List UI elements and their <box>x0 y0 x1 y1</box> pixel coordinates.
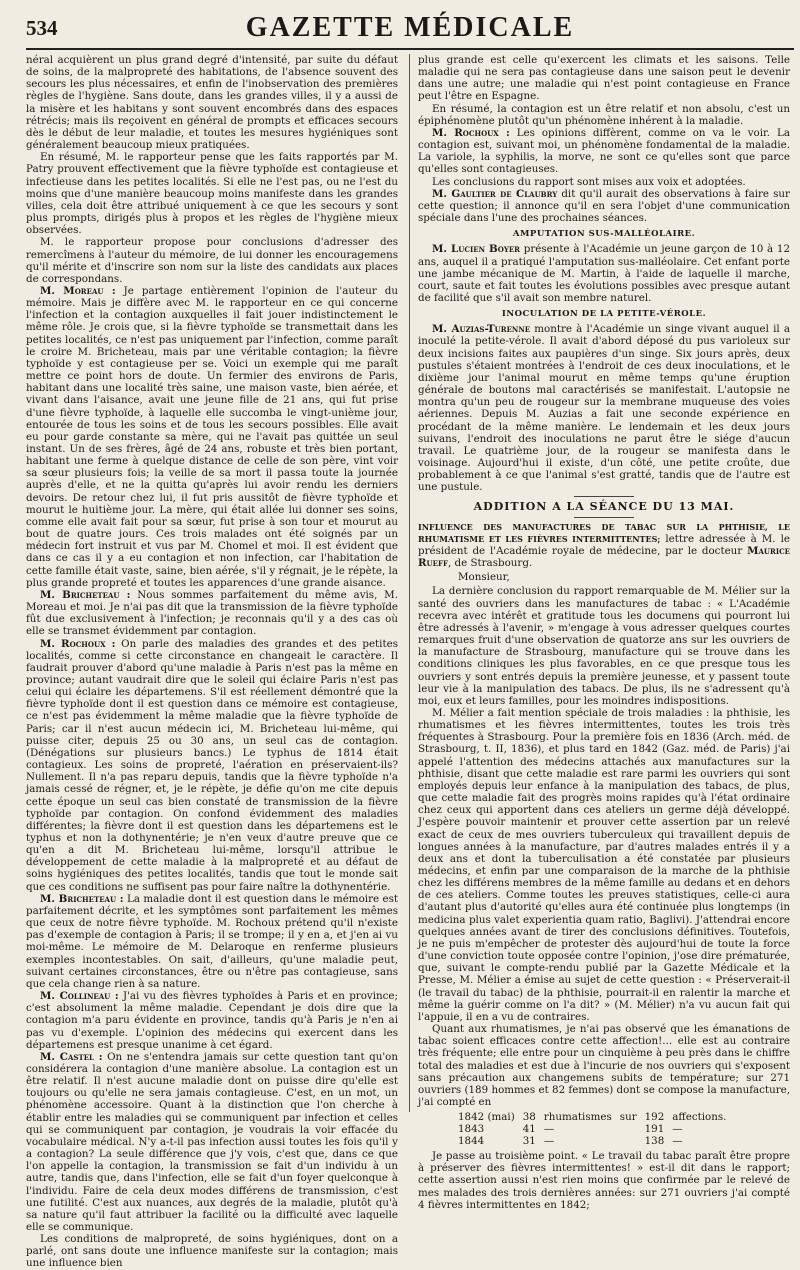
salutation: Monsieur, <box>458 571 510 584</box>
cell-disease: — <box>543 1123 555 1136</box>
cell-year: 1843 <box>458 1123 485 1136</box>
speech-auzias <box>418 323 790 493</box>
speech-collineau <box>26 990 398 1051</box>
paragraph: M. le rapporteur propose pour conclusions d'adresser des remercîmens à l'auteur du mémoire, de lui donner les encouragemens qu'il mérite et d'inscrire son nom sur la liste des candidats aux places de correspondans. <box>26 236 398 285</box>
cell-sur <box>620 1123 645 1135</box>
table-row <box>458 1111 734 1123</box>
header-rule <box>26 48 794 50</box>
cell-unit: — <box>672 1135 683 1148</box>
cell-unit: — <box>672 1123 683 1136</box>
speech-gaultier <box>418 188 790 224</box>
cell-total: 192 <box>644 1111 665 1124</box>
author-city: , de Strasbourg. <box>447 557 533 570</box>
speech-text: La maladie dont il est question dans le mémoire est parfaitement décrite, et les symptômes sont parfaitement les mêmes que ceux de notre fièvre typhoïde. M. Rochoux prétend qu'il n'existe pas d'exemple de contagion à Paris; il se trompe; il y en a, et j'en ai vu moi-même. Le mémoire de M. Delaroque en renferme plusieurs exemples incontestables. On sait, d'ailleurs, qu'une maladie peut, suivant certaines circonstances, être ou n'être pas contagieuse, sans que cela change rien à sa nature. <box>26 892 398 990</box>
table-row <box>458 1123 734 1135</box>
speech-rochoux-2 <box>418 127 790 176</box>
author-name: Maurice Rueff <box>418 544 790 570</box>
table-row <box>458 1135 734 1147</box>
paragraph: Quant aux rhumatismes, je n'ai pas observé que les émanations de tabac soient efficaces contre cette affection!... elle est au contraire très fréquente; elle entre pour un cinquième à peu près dans le chiffre total des maladies et est due à l'incurie de nos ouvriers qui s'exposent sans précaution aux changemens subits de température; sur 271 ouvriers (189 hommes et 82 femmes) dont se compose la manufacture, j'ai compté en <box>418 1023 790 1108</box>
cell-count: 31 <box>522 1135 536 1148</box>
speech-moreau <box>26 285 398 589</box>
speech-text: Nous sommes parfaitement du même avis, M. Moreau et moi. Je n'ai pas dit que la transmission de la fièvre typhoïde fût due exclusivement à l'infection; je reconnais qu'il y a des cas où elle se transmet évidemment par contagion. <box>26 588 398 638</box>
cell-total: 138 <box>644 1135 665 1148</box>
rheumatism-stats-table <box>458 1111 734 1147</box>
speaker-name: M. Bricheteau : <box>40 892 124 905</box>
speaker-name: M. Moreau : <box>40 284 116 297</box>
left-column <box>26 54 398 1270</box>
speech-text: J'ai vu des fièvres typhoïdes à Paris et en province; c'est absolument la même maladie. Cependant je dois dire que la contagion m'a paru évidente en province, tandis qu'à Paris je n'en ai pas vu d'exemple. L'opinion des médecins qui exercent dans les départemens est presque unanime à cet égard. <box>26 990 398 1051</box>
paragraph: La dernière conclusion du rapport remarquable de M. Mélier sur la santé des ouvriers dans les manufactures de tabac : « L'Académie recevra avec intérêt et gratitude tous les documens qui pourront lui être adressés à l'avenir, » m'engage à vous adresser quelques courtes remarques fruit d'une observation de quatorze ans sur les ouvriers de la manufacture de Strasbourg, manufacture qui se trouve dans les conditions cliniques les plus favorables, en ce que presque tous les ouvriers y sont entrés depuis la première jeunesse, et y passent toute leur vie à la manipulation des tabacs. De plus, ils ne s'adressent qu'à moi, eux et leurs familles, pour les moindres indispositions. <box>418 585 790 707</box>
column-divider <box>409 54 410 1112</box>
page-header <box>26 10 794 44</box>
speaker-name: M. Castel : <box>40 1050 103 1063</box>
speech-bricheteau <box>26 589 398 638</box>
speech-text: Les opinions diffèrent, comme on va le voir. La contagion est, suivant moi, un phénomène fondamental de la maladie. La variole, la syphilis, la morve, ne sont ce qu'elles sont que parce qu'elles sont contagieuses. <box>418 126 790 176</box>
masthead-title: GAZETTE MÉDICALE <box>245 12 575 43</box>
speech-text: dit qu'il aurait des observations à faire sur cette question; il annonce qu'il en sera l'objet d'une communication spéciale dans l'une des prochaines séances. <box>418 187 790 225</box>
speech-text: montre à l'Académie un singe vivant auquel il a inoculé la petite-vérole. Il avait d'abord déposé du pus varioleux sur deux incisions faites aux paupières d'un singe. Six jours après, deux pustules s'étaient montrées à l'endroit de ces deux inoculations, et le dixième jour l'animal mourut en même temps qu'une éruption générale de boutons mal caractérisés se manifestait. L'autopsie ne montra qu'un peu de rougeur sur la membrane muqueuse des voies aériennes. Depuis M. Auzias a fait une seconde expérience en procédant de la même manière. Le lendemain et les deux jours suivans, l'endroit des inoculations ne parut être le siége d'aucun travail. Le quatrième jour, de la rougeur se manifesta dans le voisinage. Aujourd'hui il existe, d'un côté, une petite croûte, due probablement à ce que l'animal s'est gratté, tandis que de l'autre est une pustule. <box>418 323 790 494</box>
paragraph: Je passe au troisième point. « Le travail du tabac paraît être propre à préserver des fièvres intermittentes! » est-il dit dans le rapport; cette assertion aussi n'est rien moins que confirmée par le relevé de mes malades des trois dernières années: sur 271 ouvriers j'ai compté 4 fièvres intermittentes en 1842; <box>418 1150 790 1211</box>
speech-bricheteau-2 <box>26 893 398 990</box>
cell-year: 1844 <box>458 1135 485 1148</box>
speech-castel <box>26 1051 398 1233</box>
cell-unit: affections. <box>672 1111 727 1124</box>
paragraph: En résumé, la contagion est un être relatif et non absolu, c'est un épiphénomène plutôt qu'un phénomène inhérent à la maladie. <box>418 102 790 127</box>
paragraph: M. Mélier a fait mention spéciale de trois maladies : la phthisie, les rhumatismes et les fièvres intermittentes, toutes les trois très fréquentes à Strasbourg. Pour la première fois en 1836 (Arch. méd. de Strasbourg, t. II, 1836), et plus tard en 1842 (Gaz. méd. de Paris) j'ai appelé l'attention des médecins attachés aux manufactures sur la phthisie, disant que cette maladie est rare parmi les ouvriers qui sont employés depuis leur enfance à la manipulation des tabacs, de plus, que cette maladie fait des progrès moins rapides qu'à l'état ordinaire chez ceux qui apportent dans ces ateliers un germe déjà développé. J'espère pouvoir maintenir et prouver cette assertion par un relevé exact de ceux de mes ouvriers tuberculeux qui travaillent depuis de longues années à la manufacture, par d'autres malades entrés il y a deux ans et dont la tuberculisation a été constatée par plusieurs médecins, et enfin par une comparaison de la marche de la phthisie chez les différens membres de la même famille au dedans et en dehors de ces ateliers. Comme toutes les preuves statistiques, celle-ci aura d'autant plus d'autorité qu'elles aura été continuée plus longtemps (in medicina plus valet experientia quam ratio, Baglivi). J'attendrai encore quelques années avant de tirer des conclusions définitives. Toutefois, je ne puis m'empêcher de protester dès aujourd'hui de toute la force d'une conviction toute opposée contre l'opinion, j'ose dire prématurée, que, suivant le compte-rendu publié par la Gazette Médicale et la Presse, M. Mélier a émise au sujet de cette question : « Préserverait-il (le travail du tabac) de la phthisie, pourrait-il en ralentir la marche et même la guérir comme on l'a dit? » (M. Mélier) n'a vu aucun fait qui l'appuie, il en a vu de contraires. <box>418 706 790 1023</box>
cell-count: 38 <box>522 1111 536 1124</box>
speech-text: présente à l'Académie un jeune garçon de 10 à 12 ans, auquel il a pratiqué l'amputation sus-malléolaire. Cet enfant porte une jambe mécanique de M. Martin, à l'aide de laquelle il marche, court, saute et fait toutes les évolutions possibles avec presque autant de facilité que s'il avait son membre naturel. <box>418 243 791 304</box>
paragraph: Les conclusions du rapport sont mises aux voix et adoptées. <box>432 175 746 188</box>
speaker-name: M. Lucien Boyer <box>432 243 520 256</box>
speech-boyer <box>418 243 790 304</box>
section-title: INOCULATION DE LA PETITE-VÉROLE. <box>501 309 707 320</box>
speech-text: On parle des maladies des grandes et des petites localités, comme si cette circonstance en changeait le caractère. Il faudrait prouver d'abord qu'une maladie à Paris n'est pas la même en province; autant vaudrait dire que le soleil qui éclaire Paris n'est pas celui qui éclaire les départemens. S'il est réellement démontré que la fièvre typhoïde dont il est question dans ce mémoire est contagieuse, ce n'est pas évidemment la même maladie que la fièvre typhoïde de Paris; car il n'est aucun médecin ici, M. Bricheteau lui-même, qui puisse citer, depuis 25 ou 30 ans, un seul cas de contagion. (Dénégations sur plusieurs bancs.) Le typhus de 1814 était contagieux. Les soins de propreté, l'aération en préservaient-ils? Nullement. Il n'a pas reparu depuis, tandis que la fièvre typhoïde n'a jamais cessé de régner, et, je le répète, je défie qu'on me cite depuis cette époque un seul cas bien constaté de transmission de la fièvre typhoïde par contagion. On confond évidemment des maladies différentes; la fièvre dont il est question dans les départemens est le typhus et non la dothynentérie; je n'en veux d'autre preuve que ce qu'en a dit M. Bricheteau lui-même, lorsqu'il attribue le développement de cette maladie à la malpropreté et au défaut de soins hygiéniques des petites localités, tandis que tout le monde sait que ces conditions ne suffisent pas pour faire naître la dothynentérie. <box>26 637 398 893</box>
letter-heading <box>418 521 790 570</box>
speaker-name: M. Bricheteau : <box>40 588 131 601</box>
speech-text: Je partage entièrement l'opinion de l'auteur du mémoire. Mais je diffère avec M. le rapporteur en ce qui concerne l'infection et la contagion auxquelles il fait jouer indistinctement le même rôle. Je crois que, si la fièvre typhoïde se transmettait dans les petites localités, ce n'est pas uniquement par l'infection, comme paraît le croire M. Bricheteau, mais par une véritable contagion; la fièvre typhoïde y est contagieuse per se. Voici un exemple qui me paraît mettre ce point hors de doute. Un fermier des environs de Paris, habitant dans une localité très saine, une maison vaste, bien aérée, et vivant dans l'aisance, avait une jeune fille de 21 ans, qui fut prise d'une fièvre typhoïde, à laquelle elle succomba le vingt-unième jour, entourée de tous les soins et de tous les secours possibles. Elle avait eu pour garde constante sa mère, qui ne l'avait pas quittée un seul instant. Un de ses frères, âgé de 24 ans, robuste et très bien portant, habitant une ferme à quelque distance de celle de son père, vint voir sa sœur plusieurs fois; la veille de sa mort il passa toute la journée auprès d'elle, et ne la quitta qu'après lui avoir rendu les derniers devoirs. De retour chez lui, il fut pris aussitôt de fièvre typhoïde et mourut le huitième jour. La mère, qui était allée lui donner ses soins, comme elle avait fait pour sa sœur, fut prise à son tour et mourut au bout de quatre jours. Ces trois malades ont été soignés par un médecin fort instruit et vus par M. Chomel et moi. Il est évident que dans ce cas il y a eu contagion et non infection, car l'habitation de cette famille était vaste, saine, bien aérée, s'il y régnait, je le répète, la plus grande propreté et toutes les apparences d'une grande aisance. <box>26 284 398 589</box>
page-number: 534 <box>26 16 58 40</box>
speaker-name: M. Gaultier de Claubry <box>432 187 558 200</box>
paragraph: En résumé, M. le rapporteur pense que les faits rapportés par M. Patry prouvent effectivement que la fièvre typhoïde est contagieuse et infectieuse dans les petites localités. Si elle ne l'est pas, ou ne l'est du moins que d'une manière beaucoup moins manifeste dans les grandes villes, cela doit être attribué uniquement à ce que les secours y sont plus prompts, dirigés plus à propos et les règles de l'hygiène mieux observées. <box>26 151 398 237</box>
section-title: AMPUTATION SUS-MALLÉOLAIRE. <box>512 229 696 240</box>
letter-title: INFLUENCE DES MANUFACTURES DE TABAC SUR LA PHTHISIE, LE RHUMATISME ET LES FIÈVRES INTERMITTENTES; <box>418 521 790 544</box>
separator <box>574 517 634 518</box>
cell-sur: sur <box>619 1111 637 1124</box>
cell-year: 1842 (mai) <box>458 1111 515 1124</box>
speaker-name: M. Auzias-Turenne <box>432 323 531 336</box>
speech-text: On ne s'entendra jamais sur cette question tant qu'on considérera la contagion d'une manière absolue. La contagion est un être relatif. Il n'est aucune maladie dont on puisse dire qu'elle est toujours ou qu'elle ne sera jamais contagieuse. C'est, en un mot, un phénomène accessoire. Quant à la distinction que l'on cherche à établir entre les maladies qui se communiquent par infection et celles qui se communiquent par contagion, je voudrais la voir effacée du vocabulaire médical. N'y a-t-il pas infection aussi toutes les fois qu'il y a contagion? La seule différence que j'y vois, c'est que, dans ce que l'on appelle la contagion, la transmission se fait d'un individu à un autre, tandis que, dans l'infection, elle se fait d'un foyer quelconque à l'individu. Faire de cela deux modes différens de transmission, c'est une futilité. C'est aux nuances, aux degrés de la maladie, plutôt qu'à sa nature qu'il faut attribuer la facilité ou la difficulté avec laquelle elle se communique. <box>26 1050 398 1233</box>
speaker-name: M. Collineau : <box>40 990 119 1003</box>
paragraph: plus grande est celle qu'exercent les climats et les saisons. Telle maladie qui ne sera pas contagieuse dans une saison peut le devenir dans une autre; une maladie qui n'est point contagieuse en France peut l'être en Espagne. <box>418 54 790 103</box>
cell-count: 41 <box>522 1123 536 1136</box>
speaker-name: M. Rochoux : <box>40 637 116 650</box>
paragraph: néral acquièrent un plus grand degré d'intensité, par suite du défaut de soins, de la malpropreté des habitations, de l'absence souvent des secours les plus nécessaires, et enfin de l'inobservation des premières règles de l'hygiène. Sans doute, dans les grandes villes, il y a aussi de la misère et les habitans y sont souvent encombrés dans des espaces rétrécis; mais ils reçoivent en général de prompts et efficaces secours dès le début de leur maladie, et toutes les mesures hygiéniques sont généralement beaucoup mieux pratiquées. <box>26 54 398 152</box>
speaker-name: M. Rochoux : <box>432 126 510 139</box>
right-column <box>418 54 791 1211</box>
separator <box>574 496 634 497</box>
speech-rochoux <box>26 638 398 893</box>
cell-total: 191 <box>644 1123 665 1136</box>
letter-subtitle: lettre adressée à M. le président de l'Académie royale de médecine, par le docteur <box>418 532 790 557</box>
cell-disease: — <box>543 1135 555 1148</box>
addition-title: ADDITION A LA SÉANCE DU 13 MAI. <box>473 500 735 514</box>
cell-disease: rhumatismes <box>543 1111 612 1124</box>
paragraph: Les conditions de malpropreté, de soins hygiéniques, dont on a parlé, ont sans doute une influence manifeste sur la contagion; mais une influence bien <box>26 1233 398 1270</box>
cell-sur <box>620 1135 645 1147</box>
